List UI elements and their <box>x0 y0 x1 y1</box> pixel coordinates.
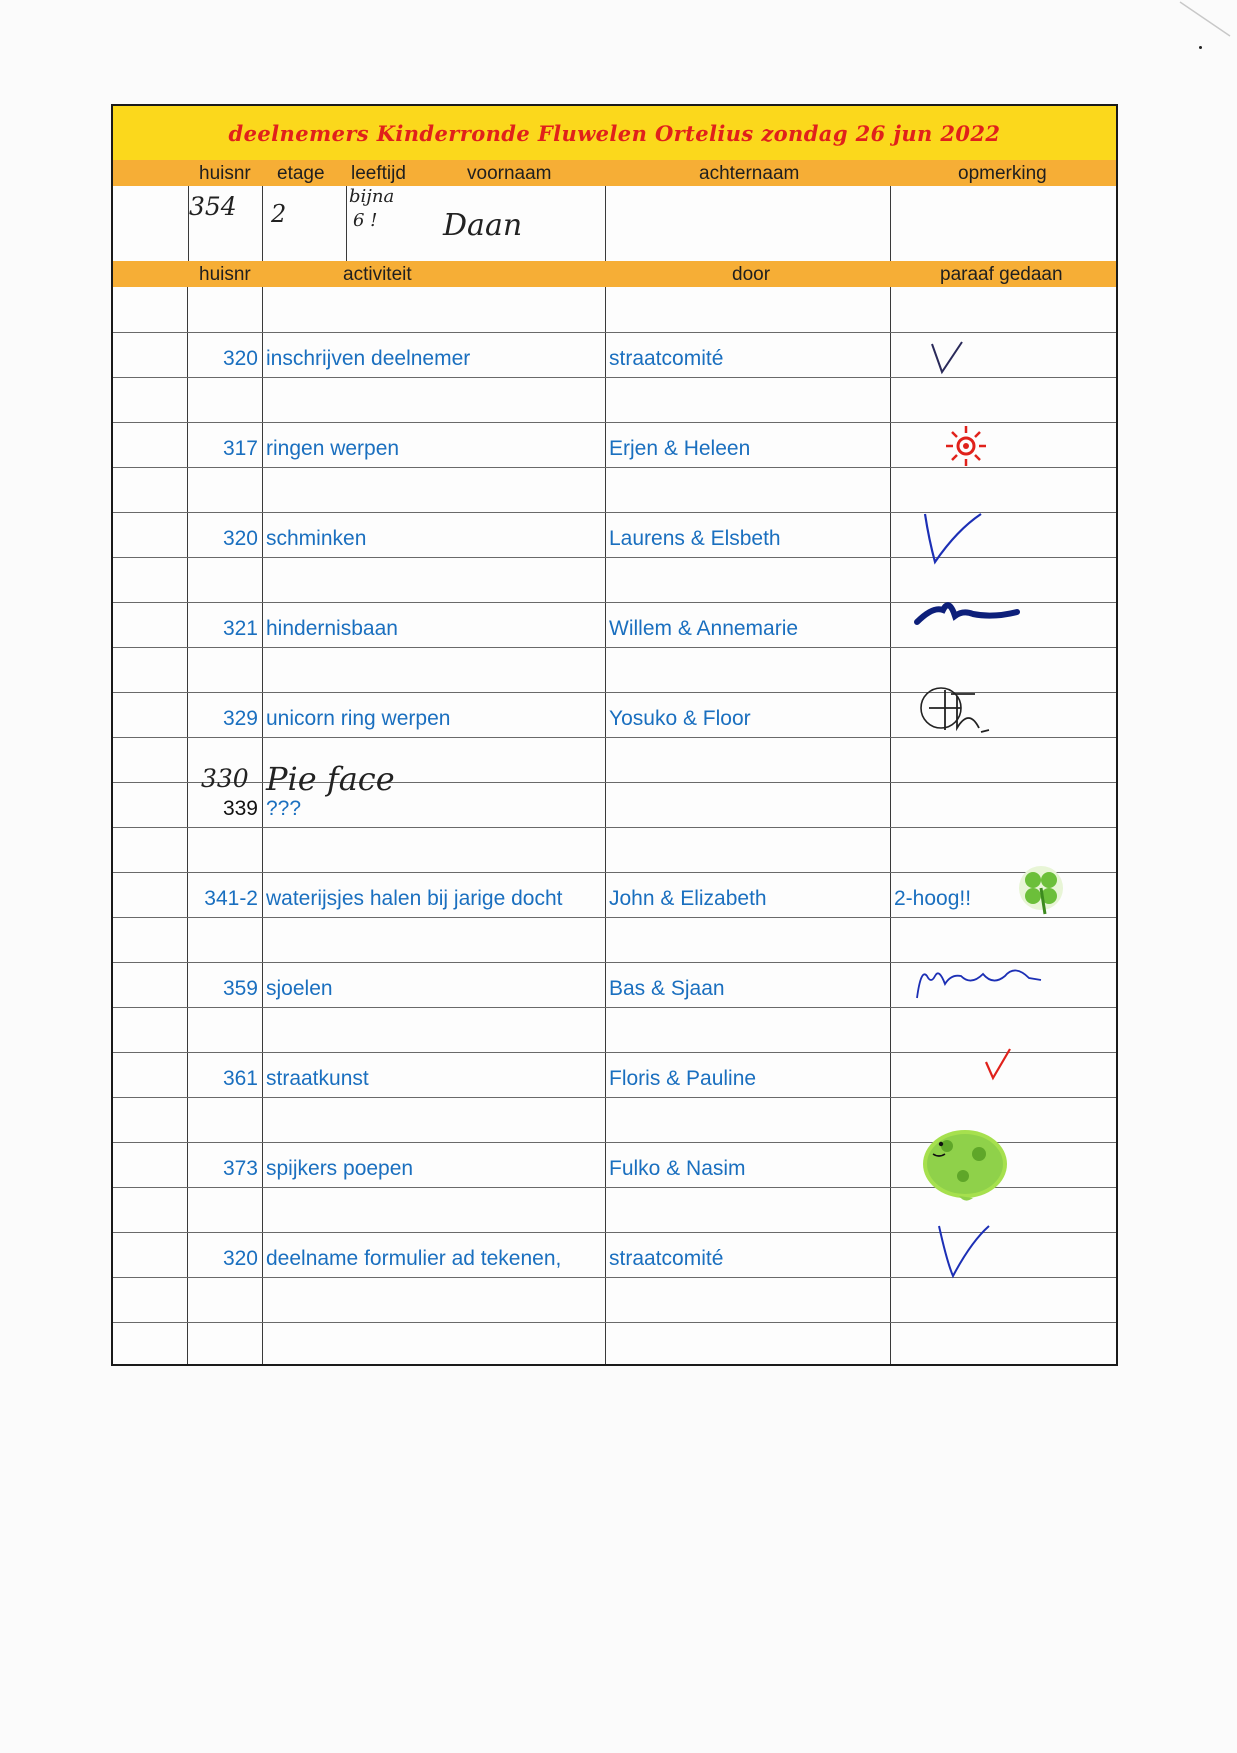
activity-name: straatkunst <box>266 1067 369 1090</box>
activity-name: hindernisbaan <box>266 617 398 640</box>
participant-header-row <box>113 160 1116 186</box>
header-huisnr: huisnr <box>199 163 251 184</box>
table-vline <box>188 186 189 261</box>
activity-huisnr: 373 <box>222 1157 258 1180</box>
table-vline <box>605 287 606 1364</box>
activity-huisnr: 339 <box>222 797 258 820</box>
form-sheet <box>111 104 1118 1366</box>
checkmark-icon <box>935 1222 993 1280</box>
page-corner-fold-icon <box>1170 0 1237 40</box>
activity-door: Floris & Pauline <box>609 1067 757 1090</box>
header-door: door <box>732 264 771 285</box>
frog-sticker-icon <box>919 1124 1009 1206</box>
table-hline <box>113 1097 1116 1098</box>
activity-huisnr: 317 <box>222 437 258 460</box>
participant-leeftijd-line1: bijna <box>349 186 395 207</box>
initials-signature-icon <box>917 678 997 740</box>
activity-huisnr: 359 <box>222 977 258 1000</box>
table-hline <box>113 647 1116 648</box>
table-hline <box>113 782 1116 783</box>
header-activiteit: activiteit <box>343 264 412 285</box>
activity-name: ringen werpen <box>266 437 400 460</box>
form-title: deelnemers Kinderronde Fluwelen Ortelius zondag 26 jun 2022 <box>228 120 1001 146</box>
activity-huisnr: 320 <box>222 347 258 370</box>
activity-door: Fulko & Nasim <box>609 1157 746 1180</box>
participant-etage: 2 <box>271 200 287 228</box>
activity-huisnr: 330 <box>201 764 249 793</box>
scribble-signature-icon <box>913 596 1023 630</box>
table-vline <box>262 287 263 1364</box>
participant-huisnr: 354 <box>189 192 237 221</box>
activity-huisnr: 361 <box>222 1067 258 1090</box>
activity-door: straatcomité <box>609 1247 724 1270</box>
activity-name: deelname formulier ad tekenen, <box>266 1247 562 1270</box>
table-hline <box>113 1322 1116 1323</box>
activity-name: Pie face <box>266 760 395 798</box>
table-vline <box>890 186 891 261</box>
activity-huisnr: 320 <box>222 527 258 550</box>
activity-huisnr: 321 <box>222 617 258 640</box>
checkmark-icon <box>983 1046 1013 1082</box>
table-hline <box>113 1052 1116 1053</box>
activity-door: straatcomité <box>609 347 724 370</box>
checkmark-icon <box>919 510 985 566</box>
activity-door: John & Elizabeth <box>609 887 767 910</box>
header-paraaf: paraaf gedaan <box>940 264 1063 285</box>
clover-sticker-icon <box>1015 858 1067 920</box>
header-activity-huisnr: huisnr <box>199 264 251 285</box>
table-vline <box>346 186 347 261</box>
participant-voornaam: Daan <box>443 208 523 243</box>
activity-name: waterijsjes halen bij jarige docht <box>266 887 563 910</box>
activity-door: Yosuko & Floor <box>609 707 751 730</box>
activity-door: Erjen & Heleen <box>609 437 751 460</box>
header-leeftijd: leeftijd <box>351 163 406 184</box>
title-band <box>113 106 1116 160</box>
table-vline <box>605 186 606 261</box>
activity-name: sjoelen <box>266 977 333 1000</box>
activity-name: schminken <box>266 527 367 550</box>
activity-name: unicorn ring werpen <box>266 707 451 730</box>
sun-stamp-icon <box>941 422 991 470</box>
table-vline <box>890 287 891 1364</box>
header-voornaam: voornaam <box>467 163 552 184</box>
activity-paraaf-note: 2-hoog!! <box>894 887 972 910</box>
table-hline <box>113 917 1116 918</box>
table-hline <box>113 827 1116 828</box>
checkmark-icon <box>928 338 968 378</box>
activity-door: Laurens & Elsbeth <box>609 527 781 550</box>
activity-huisnr: 329 <box>222 707 258 730</box>
wave-signature-icon <box>913 958 1047 1002</box>
table-hline <box>113 332 1116 333</box>
activity-name: spijkers poepen <box>266 1157 414 1180</box>
activity-name: inschrijven deelnemer <box>266 347 471 370</box>
table-hline <box>113 1007 1116 1008</box>
header-achternaam: achternaam <box>699 163 800 184</box>
activity-door: Willem & Annemarie <box>609 617 799 640</box>
activity-header-row <box>113 261 1116 287</box>
activity-name: ??? <box>266 797 302 820</box>
activity-huisnr: 341-2 <box>204 887 258 910</box>
speck-icon <box>1199 46 1202 49</box>
header-opmerking: opmerking <box>958 163 1047 184</box>
header-etage: etage <box>277 163 325 184</box>
participant-leeftijd-line2: 6 ! <box>353 210 378 231</box>
table-hline <box>113 872 1116 873</box>
activity-door: Bas & Sjaan <box>609 977 725 1000</box>
activity-huisnr: 320 <box>222 1247 258 1270</box>
table-vline <box>262 186 263 261</box>
